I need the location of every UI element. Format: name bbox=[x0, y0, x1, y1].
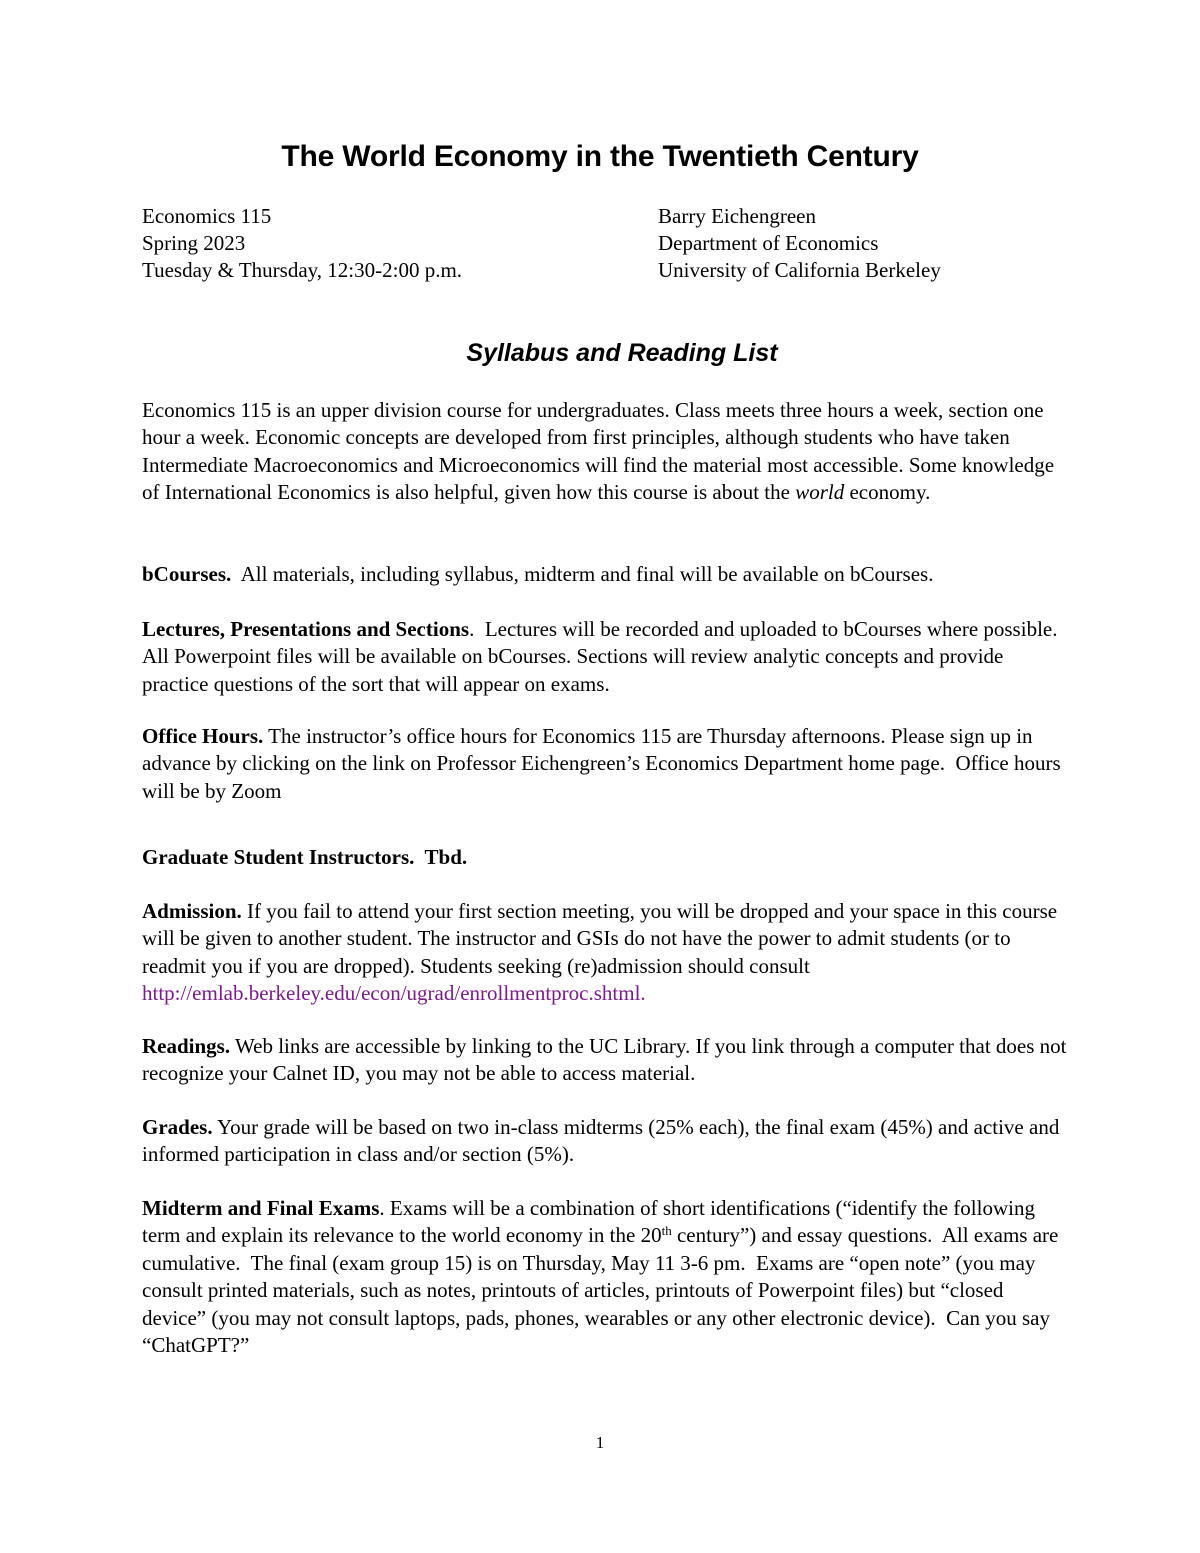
lectures-heading: Lectures, Presentations and Sections bbox=[142, 617, 470, 641]
exams-text-end: century”) and essay questions. All exams are cumulative. The final (exam group 15) is on Thursday, May 11 3-6 pm. Exams are “open note” (you may consult printed materials, such as notes, printouts of articles, printouts of Powerpoint files) but “closed device” (you may not consult laptops, pads, phones, wearables or any other electronic device). Can you say “ChatGPT?” bbox=[142, 1223, 1064, 1358]
lectures-paragraph bbox=[142, 616, 1072, 698]
admission-text: If you fail to attend your first section meeting, you will be dropped and your space in this course will be given to another student. The instructor and GSIs do not have the power to admit students (or to readmit you if you are dropped). Students seeking (re)admission should consult bbox=[142, 899, 1058, 978]
exams-text: . Exams will be a combination of short identifications (“identify the following term and explain its relevance to the world economy in the 20 bbox=[142, 1196, 1041, 1248]
intro-text: Economics 115 is an upper division course for undergraduates. Class meets three hours a week, section one hour a week. Economic concepts are developed from first principles, although students who have taken Intermediate Macroeconomics and Microeconomics will find the material most accessible. Some knowledge of International Economics is also helpful, given how this course is about the bbox=[142, 398, 1055, 505]
admission-paragraph bbox=[142, 898, 1072, 1008]
admission-heading: Admission. bbox=[142, 899, 242, 923]
readings-text: Web links are accessible by linking to the UC Library. If you link through a computer that does not recognize your Calnet ID, you may not be able to access material. bbox=[142, 1034, 1067, 1086]
instructor-name: Barry Eichengreen bbox=[658, 204, 817, 228]
lectures-text: . Lectures will be recorded and uploaded to bCourses where possible. All Powerpoint files will be available on bCourses. Sections will review analytic concepts and provide practice questions of the sort that will appear on exams. bbox=[142, 617, 1067, 696]
instructor-department: Department of Economics bbox=[658, 231, 879, 255]
enrollment-link[interactable]: http://emlab.berkeley.edu/econ/ugrad/enrollmentproc.shtml. bbox=[142, 981, 646, 1006]
course-term: Spring 2023 bbox=[142, 231, 246, 255]
bcourses-text: All materials, including syllabus, midterm and final will be available on bCourses. bbox=[231, 562, 934, 586]
course-number: Economics 115 bbox=[142, 204, 272, 228]
office-hours-heading: Office Hours. bbox=[142, 724, 264, 748]
intro-paragraph bbox=[142, 397, 1072, 507]
bcourses-heading: bCourses. bbox=[142, 562, 232, 586]
gsi-heading: Graduate Student Instructors. Tbd. bbox=[142, 845, 468, 869]
readings-paragraph bbox=[142, 1033, 1072, 1088]
intro-emphasis: world bbox=[795, 480, 845, 505]
document-subtitle: Syllabus and Reading List bbox=[466, 339, 778, 367]
bcourses-paragraph bbox=[142, 561, 1072, 588]
gsi-paragraph bbox=[142, 844, 1072, 871]
exams-heading: Midterm and Final Exams bbox=[142, 1196, 380, 1220]
readings-heading: Readings. bbox=[142, 1034, 231, 1058]
grades-heading: Grades. bbox=[142, 1115, 213, 1139]
grades-text: Your grade will be based on two in-class midterms (25% each), the final exam (45%) and active and informed participation in class and/or section (5%). bbox=[142, 1115, 1060, 1167]
instructor-info bbox=[658, 203, 941, 284]
course-info bbox=[142, 203, 462, 284]
page-number: 1 bbox=[595, 1433, 605, 1452]
exams-superscript: th bbox=[661, 1223, 672, 1239]
course-schedule: Tuesday & Thursday, 12:30-2:00 p.m. bbox=[142, 258, 463, 282]
office-hours-text: The instructor’s office hours for Economics 115 are Thursday afternoons. Please sign up in advance by clicking on the link on Professor Eichengreen’s Economics Department home page. Office hours will be by Zoom bbox=[142, 724, 1066, 803]
exams-paragraph bbox=[142, 1195, 1072, 1359]
instructor-university: University of California Berkeley bbox=[658, 258, 941, 282]
intro-text-end: economy. bbox=[844, 480, 931, 505]
office-hours-paragraph bbox=[142, 723, 1072, 805]
grades-paragraph bbox=[142, 1114, 1072, 1169]
document-title: The World Economy in the Twentieth Century bbox=[281, 140, 919, 173]
